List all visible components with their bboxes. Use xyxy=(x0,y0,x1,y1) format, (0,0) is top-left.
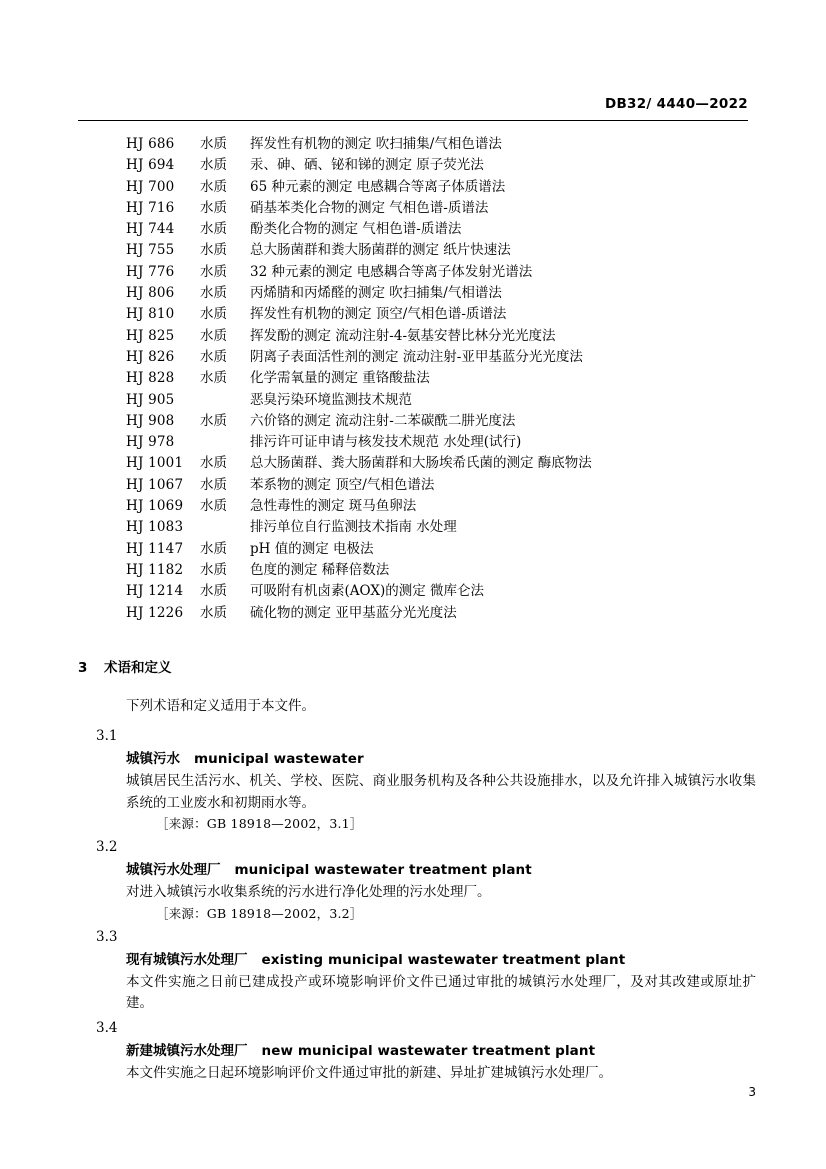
standard-category: 水质 xyxy=(200,242,227,259)
standard-title: 丙烯腈和丙烯醛的测定 吹扫捕集/气相谱法 xyxy=(250,285,502,302)
standard-category: 水质 xyxy=(200,370,227,387)
standard-code: HJ 1182 xyxy=(126,561,184,578)
term-definition: 城镇居民生活污水、机关、学校、医院、商业服务机构及各种公共设施排水，以及允许排入城镇污水收集系统的工业废水和初期雨水等。 xyxy=(126,773,756,811)
standard-code: HJ 716 xyxy=(126,199,175,216)
standard-reference-row xyxy=(126,262,756,283)
standard-title: 排污许可证申请与核发技术规范 水处理(试行) xyxy=(250,434,522,451)
standard-title: 硫化物的测定 亚甲基蓝分光光度法 xyxy=(250,604,457,621)
standard-code: HJ 1147 xyxy=(126,540,184,557)
standard-code: HJ 1226 xyxy=(126,604,184,621)
standard-category: 水质 xyxy=(200,561,227,578)
standard-reference-row xyxy=(126,283,756,304)
term-number: 3.1 xyxy=(96,728,118,744)
term-definition: 本文件实施之日前已建成投产或环境影响评价文件已通过审批的城镇污水处理厂，及对其改建或原址扩建。 xyxy=(126,973,756,1011)
standard-category: 水质 xyxy=(200,583,227,600)
standard-reference-row xyxy=(126,198,756,219)
standard-title: 32 种元素的测定 电感耦合等离子体发射光谱法 xyxy=(250,263,533,280)
standard-reference-row xyxy=(126,517,756,538)
term-block xyxy=(96,837,756,924)
standard-category: 水质 xyxy=(200,327,227,344)
standard-category: 水质 xyxy=(200,348,227,365)
standard-title: 恶臭污染环境监测技术规范 xyxy=(250,391,412,408)
standard-reference-row xyxy=(126,134,756,155)
standard-code: HJ 908 xyxy=(126,412,175,429)
standard-reference-row xyxy=(126,390,756,411)
term-block xyxy=(96,726,756,834)
standard-category: 水质 xyxy=(200,604,227,621)
term-title xyxy=(126,859,756,881)
standard-title: 急性毒性的测定 斑马鱼卵法 xyxy=(250,498,417,515)
standard-code: HJ 826 xyxy=(126,348,175,365)
term-title-zh: 城镇污水处理厂 xyxy=(126,862,221,878)
section-title: 术语和定义 xyxy=(104,660,172,676)
standard-title: 色度的测定 稀释倍数法 xyxy=(250,561,390,578)
standard-code: HJ 694 xyxy=(126,157,175,174)
referenced-standards-list xyxy=(126,134,756,624)
section-heading xyxy=(78,656,172,676)
standard-code: HJ 825 xyxy=(126,327,175,344)
term-source: ［来源：GB 18918—2002，3.1］ xyxy=(156,816,363,831)
term-definition: 本文件实施之日起环境影响评价文件通过审批的新建、异址扩建城镇污水处理厂。 xyxy=(126,1064,612,1081)
standard-code: HJ 686 xyxy=(126,136,175,152)
standard-category: 水质 xyxy=(200,199,227,216)
standard-code: HJ 810 xyxy=(126,306,175,323)
standard-reference-row xyxy=(126,432,756,453)
standard-reference-row xyxy=(126,560,756,581)
standard-reference-row xyxy=(126,155,756,176)
standard-category: 水质 xyxy=(200,498,227,515)
standard-reference-row xyxy=(126,581,756,602)
standard-code: HJ 744 xyxy=(126,221,175,238)
standard-category: 水质 xyxy=(200,221,227,238)
standard-reference-row xyxy=(126,539,756,560)
term-title-en: existing municipal wastewater treatment plant xyxy=(261,951,626,968)
standard-reference-row xyxy=(126,326,756,347)
standard-category: 水质 xyxy=(200,136,227,152)
standard-title: 阴离子表面活性剂的测定 流动注射-亚甲基蓝分光光度法 xyxy=(250,348,583,365)
term-definition: 对进入城镇污水收集系统的污水进行净化处理的污水处理厂。 xyxy=(126,884,491,900)
section-intro-text: 下列术语和定义适用于本文件。 xyxy=(126,698,315,714)
term-title-en: municipal wastewater treatment plant xyxy=(234,862,532,878)
standard-title: 汞、砷、硒、铋和锑的测定 原子荧光法 xyxy=(250,157,484,174)
standard-code: HJ 1214 xyxy=(126,583,184,600)
standard-title: 排污单位自行监测技术指南 水处理 xyxy=(250,519,457,536)
standard-reference-row xyxy=(126,411,756,432)
term-number: 3.3 xyxy=(96,928,118,945)
standard-code: HJ 1069 xyxy=(126,498,184,515)
standard-category: 水质 xyxy=(200,157,227,174)
section-number: 3 xyxy=(78,660,88,676)
standard-title: 六价铬的测定 流动注射-二苯碳酰二肼光度法 xyxy=(250,412,516,429)
standard-reference-row xyxy=(126,219,756,240)
standard-title: 总大肠菌群和粪大肠菌群的测定 纸片快速法 xyxy=(250,242,511,259)
standard-title: 总大肠菌群、粪大肠菌群和大肠埃希氏菌的测定 酶底物法 xyxy=(250,455,592,472)
term-number: 3.2 xyxy=(96,839,118,855)
standard-code: HJ 1001 xyxy=(126,455,184,472)
standard-title: 化学需氧量的测定 重铬酸盐法 xyxy=(250,370,430,387)
standard-category: 水质 xyxy=(200,455,227,472)
standard-title: pH 值的测定 电极法 xyxy=(250,540,374,557)
term-title xyxy=(126,748,756,770)
standard-category: 水质 xyxy=(200,263,227,280)
header-divider xyxy=(78,120,748,121)
terms-and-definitions-list xyxy=(96,723,756,1084)
term-title-zh: 城镇污水 xyxy=(126,751,180,767)
term-block xyxy=(96,1018,756,1085)
term-number: 3.4 xyxy=(96,1019,118,1036)
standard-reference-row xyxy=(126,347,756,368)
term-title-zh: 现有城镇污水处理厂 xyxy=(126,951,248,968)
page-number: 3 xyxy=(748,1085,756,1099)
standard-category: 水质 xyxy=(200,306,227,323)
standard-title: 挥发性有机物的测定 吹扫捕集/气相色谱法 xyxy=(250,136,502,152)
standard-code: HJ 978 xyxy=(126,434,175,451)
term-block xyxy=(96,927,756,1015)
standard-code: HJ 905 xyxy=(126,391,175,408)
standard-title: 酚类化合物的测定 气相色谱-质谱法 xyxy=(250,221,462,238)
standard-reference-row xyxy=(126,475,756,496)
standard-title: 硝基苯类化合物的测定 气相色谱-质谱法 xyxy=(250,199,489,216)
standard-reference-row xyxy=(126,603,756,624)
standard-title: 可吸附有机卤素(AOX)的测定 微库仑法 xyxy=(250,583,485,600)
standard-reference-row xyxy=(126,240,756,261)
standard-title: 65 种元素的测定 电感耦合等离子体质谱法 xyxy=(250,178,506,195)
standard-code: HJ 1083 xyxy=(126,519,184,536)
standard-title: 挥发性有机物的测定 顶空/气相色谱-质谱法 xyxy=(250,306,507,323)
standard-category: 水质 xyxy=(200,476,227,493)
standard-code: HJ 700 xyxy=(126,178,175,195)
term-source: ［来源：GB 18918—2002，3.2］ xyxy=(156,905,363,921)
standard-code: HJ 828 xyxy=(126,370,175,387)
term-title-en: municipal wastewater xyxy=(194,751,364,767)
standard-title: 苯系物的测定 顶空/气相色谱法 xyxy=(250,476,435,493)
term-title-zh: 新建城镇污水处理厂 xyxy=(126,1042,248,1059)
standard-reference-row xyxy=(126,368,756,389)
standard-category: 水质 xyxy=(200,178,227,195)
standard-code: HJ 1067 xyxy=(126,476,184,493)
standard-category: 水质 xyxy=(200,285,227,302)
term-title xyxy=(126,949,756,971)
page-header-standard-no: DB32/ 4440—2022 xyxy=(604,96,748,112)
standard-title: 挥发酚的测定 流动注射-4-氨基安替比林分光光度法 xyxy=(250,327,556,344)
term-title xyxy=(126,1040,756,1062)
standard-reference-row xyxy=(126,496,756,517)
term-title-en: new municipal wastewater treatment plant xyxy=(261,1042,596,1059)
standard-code: HJ 755 xyxy=(126,242,175,259)
standard-code: HJ 776 xyxy=(126,263,175,280)
standard-category: 水质 xyxy=(200,540,227,557)
standard-reference-row xyxy=(126,453,756,474)
standard-category: 水质 xyxy=(200,412,227,429)
standard-reference-row xyxy=(126,304,756,325)
standard-code: HJ 806 xyxy=(126,285,175,302)
standard-reference-row xyxy=(126,177,756,198)
